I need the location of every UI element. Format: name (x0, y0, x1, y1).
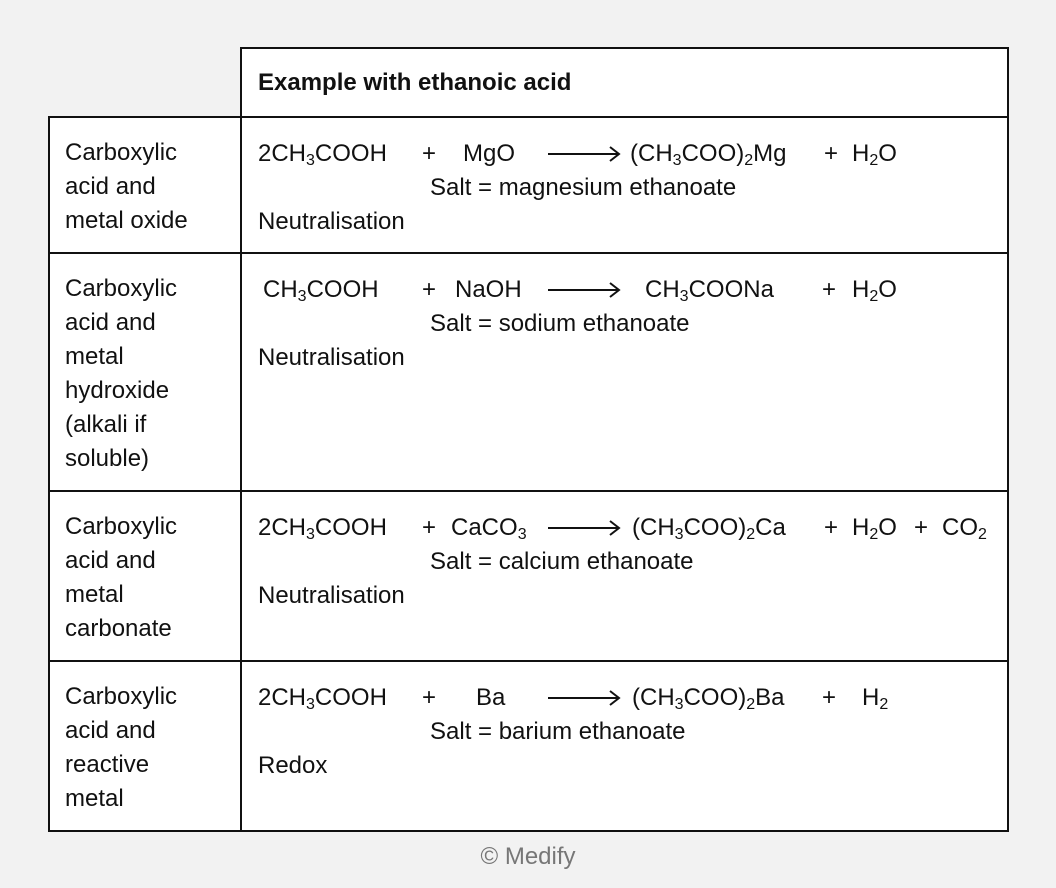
example-cell (241, 491, 1008, 661)
reactant-acid: $2CH_3COOH$ (258, 684, 387, 713)
reaction-type: Neutralisation (258, 582, 405, 609)
table-row (49, 491, 1008, 661)
row-label-line: carbonate (65, 615, 172, 642)
row-label-line: metal (65, 581, 124, 608)
row-label-line: metal oxide (65, 207, 188, 234)
reactant-acid: $CH_3COOH$ (263, 276, 379, 305)
reaction-arrow-icon (548, 137, 622, 171)
reaction-arrow-icon (548, 273, 622, 307)
column-header: Example with ethanoic acid (241, 48, 1008, 117)
reactant-metal: Ba (476, 684, 506, 711)
table-row (49, 661, 1008, 831)
product-gas: $CO_2$ (942, 514, 987, 543)
header-row (49, 48, 1008, 117)
row-label-line: acid and (65, 547, 156, 574)
example-cell (241, 253, 1008, 491)
reaction-type: Neutralisation (258, 344, 405, 371)
plus-sign: + (422, 276, 437, 303)
row-label-line: Carboxylic (65, 275, 178, 302)
plus-sign: + (914, 514, 929, 541)
reactant-acid: $2CH_3COOH$ (258, 514, 387, 543)
row-label-metal-carbonate (49, 491, 241, 661)
product-hydrogen: $H_2$ (862, 684, 889, 713)
plus-sign: + (422, 684, 437, 711)
product-water: $H_2O$ (852, 514, 897, 543)
reaction-type: Redox (258, 752, 328, 779)
copyright-text: © Medify (480, 843, 576, 870)
reaction-arrow-icon (548, 681, 622, 715)
row-label-line: Carboxylic (65, 683, 178, 710)
table-row (49, 253, 1008, 491)
row-label-line: reactive (65, 751, 150, 778)
product-salt: $(CH_3COO)_2Ba$ (632, 684, 785, 713)
salt-name: Salt = magnesium ethanoate (430, 174, 737, 201)
row-label-line: metal (65, 785, 124, 812)
plus-sign: + (822, 276, 837, 303)
reaction-type: Neutralisation (258, 208, 405, 235)
reactant-base: NaOH (455, 276, 522, 303)
row-label-line: acid and (65, 309, 156, 336)
plus-sign: + (422, 514, 437, 541)
reactions-table (48, 47, 1009, 832)
product-water: $H_2O$ (852, 276, 897, 305)
plus-sign: + (822, 684, 837, 711)
reaction-arrow-icon (548, 511, 622, 545)
row-label-line: (alkali if (65, 411, 147, 438)
product-salt: $CH_3COONa$ (645, 276, 774, 305)
example-cell (241, 661, 1008, 831)
salt-name: Salt = calcium ethanoate (430, 548, 694, 575)
empty-corner-cell (49, 48, 241, 117)
example-cell (241, 117, 1008, 253)
salt-name: Salt = sodium ethanoate (430, 310, 690, 337)
salt-name: Salt = barium ethanoate (430, 718, 686, 745)
reactant-acid: $2CH_3COOH$ (258, 140, 387, 169)
product-salt: $(CH_3COO)_2Mg$ (630, 140, 787, 169)
plus-sign: + (824, 140, 839, 167)
row-label-line: metal (65, 343, 124, 370)
table-row (49, 117, 1008, 253)
reactant-base: MgO (463, 140, 516, 167)
plus-sign: + (422, 140, 437, 167)
row-label-reactive-metal (49, 661, 241, 831)
product-salt: $(CH_3COO)_2Ca$ (632, 514, 786, 543)
row-label-line: acid and (65, 717, 156, 744)
row-label-line: hydroxide (65, 377, 170, 404)
plus-sign: + (824, 514, 839, 541)
row-label-line: Carboxylic (65, 139, 178, 166)
reactant-base: CaCO$_3$ (451, 514, 527, 543)
row-label-line: soluble) (65, 445, 150, 472)
row-label-line: acid and (65, 173, 156, 200)
row-label-metal-hydroxide (49, 253, 241, 491)
row-label-metal-oxide (49, 117, 241, 253)
row-label-line: Carboxylic (65, 513, 178, 540)
product-water: $H_2O$ (852, 140, 897, 169)
